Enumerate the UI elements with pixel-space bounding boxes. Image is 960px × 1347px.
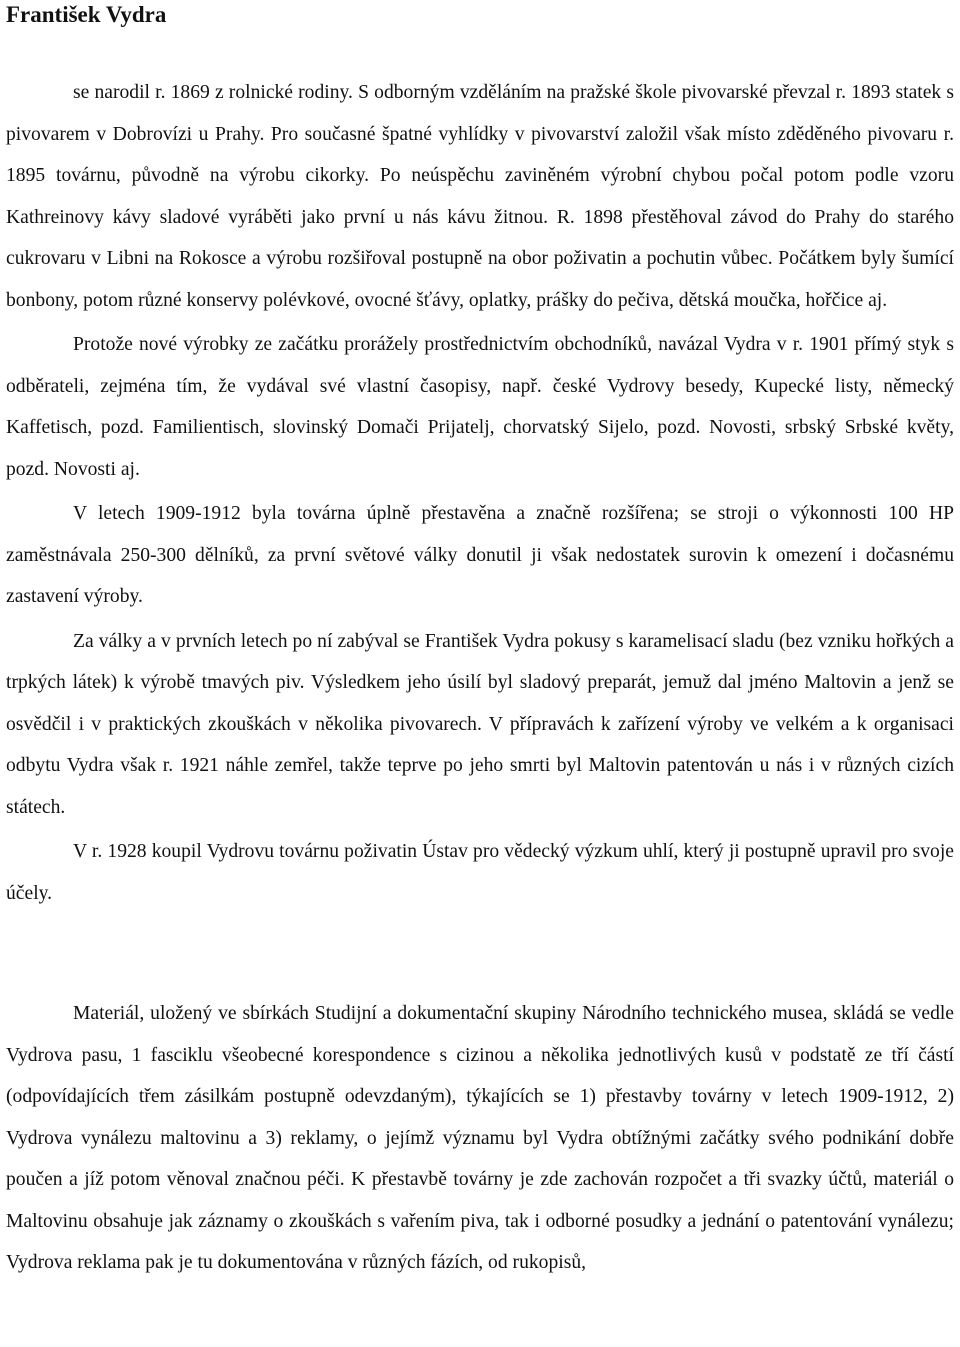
paragraph-maltovin: Za války a v prvních letech po ní zabýval se František Vydra pokusy s karamelisací sladu (bez vzniku hořkých a trpkých látek) k výrobě tmavých piv. Výsledkem jeho úsilí byl sladový preparát, jemuž dal jméno Maltovin a jenž se osvědčil i v praktických zkouškách v několika pivovarech. V přípravách k zařízení výroby ve velkém a k organisaci odbytu Vydra však r. 1921 náhle zemřel, takže teprve po jeho smrti byl Maltovin patentován u nás i v různých cizích státech. [6, 630, 954, 818]
paragraph-archive-material: Materiál, uložený ve sbírkách Studijní a dokumentační skupiny Národního technického musea, skládá se vedle Vydrova pasu, 1 fasciklu všeobecné korespondence s cizinou a několika jednotlivých kusů v podstatě ze tří částí (odpovídajících třem zásilkám postupně odevzdaným), týkajících se 1) přestavby továrny v letech 1909-1912, 2) Vydrova vynálezu maltovinu a 3) reklamy, o jejímž významu byl Vydra obtížnými začátky svého podnikání dobře poučen a jíž potom věnoval značnou péči. K přestavbě továrny je zde zachován rozpočet a tři svazky účtů, materiál o Maltovinu obsahuje jak záznamy o zkouškách s vařením piva, tak i odborné posudky a jednání o patentování vynálezu; Vydrova reklama pak je tu dokumentována v různých fázích, od rukopisů, [6, 1003, 954, 1273]
paragraph-magazines: Protože nové výrobky ze začátku prorážely prostřednictvím obchodníků, navázal Vydra v r. 1901 přímý styk s odběrateli, zejména tím, že vydával své vlastní časopisy, např. české Vydrovy besedy, Kupecké listy, německý Kaffetisch, pozd. Familientisch, slovinský Domači Prijatelj, chorvatský Sijelo, pozd. Novosti, srbský Srbské květy, pozd. Novosti aj. [6, 334, 954, 480]
paragraph-biography: se narodil r. 1869 z rolnické rodiny. S odborným vzděláním na pražské škole pivovarské převzal r. 1893 statek s pivovarem v Dobrovízi u Prahy. Pro současné špatné vyhlídky v pivovarství založil však místo zděděného pivovaru r. 1895 továrnu, původně na výrobu cikorky. Po neúspěchu zaviněném výrobní chybou počal potom podle vzoru Kathreinovy kávy sladové vyráběti jako první u nás kávu žitnou. R. 1898 přestěhoval závod do Prahy do starého cukrovaru v Libni na Rokosce a výrobu rozšiřoval postupně na obor poživatin a pochutin vůbec. Počátkem byly šumící bonbony, potom různé konservy polévkové, ovocné šťávy, oplatky, prášky do pečiva, dětská moučka, hořčice aj. [6, 82, 954, 311]
paragraph-factory-rebuild: V letech 1909-1912 byla továrna úplně přestavěna a značně rozšířena; se stroji o výkonnosti 100 HP zaměstnávala 250-300 dělníků, za první světové války donutil ji však nedostatek surovin k omezení i dočasnému zastavení výroby. [6, 503, 954, 607]
document-title: František Vydra [6, 2, 167, 27]
paragraph-sale: V r. 1928 koupil Vydrovu továrnu poživatin Ústav pro vědecký výzkum uhlí, který ji postupně upravil pro svoje účely. [6, 841, 954, 904]
document-page [6, 0, 954, 1284]
